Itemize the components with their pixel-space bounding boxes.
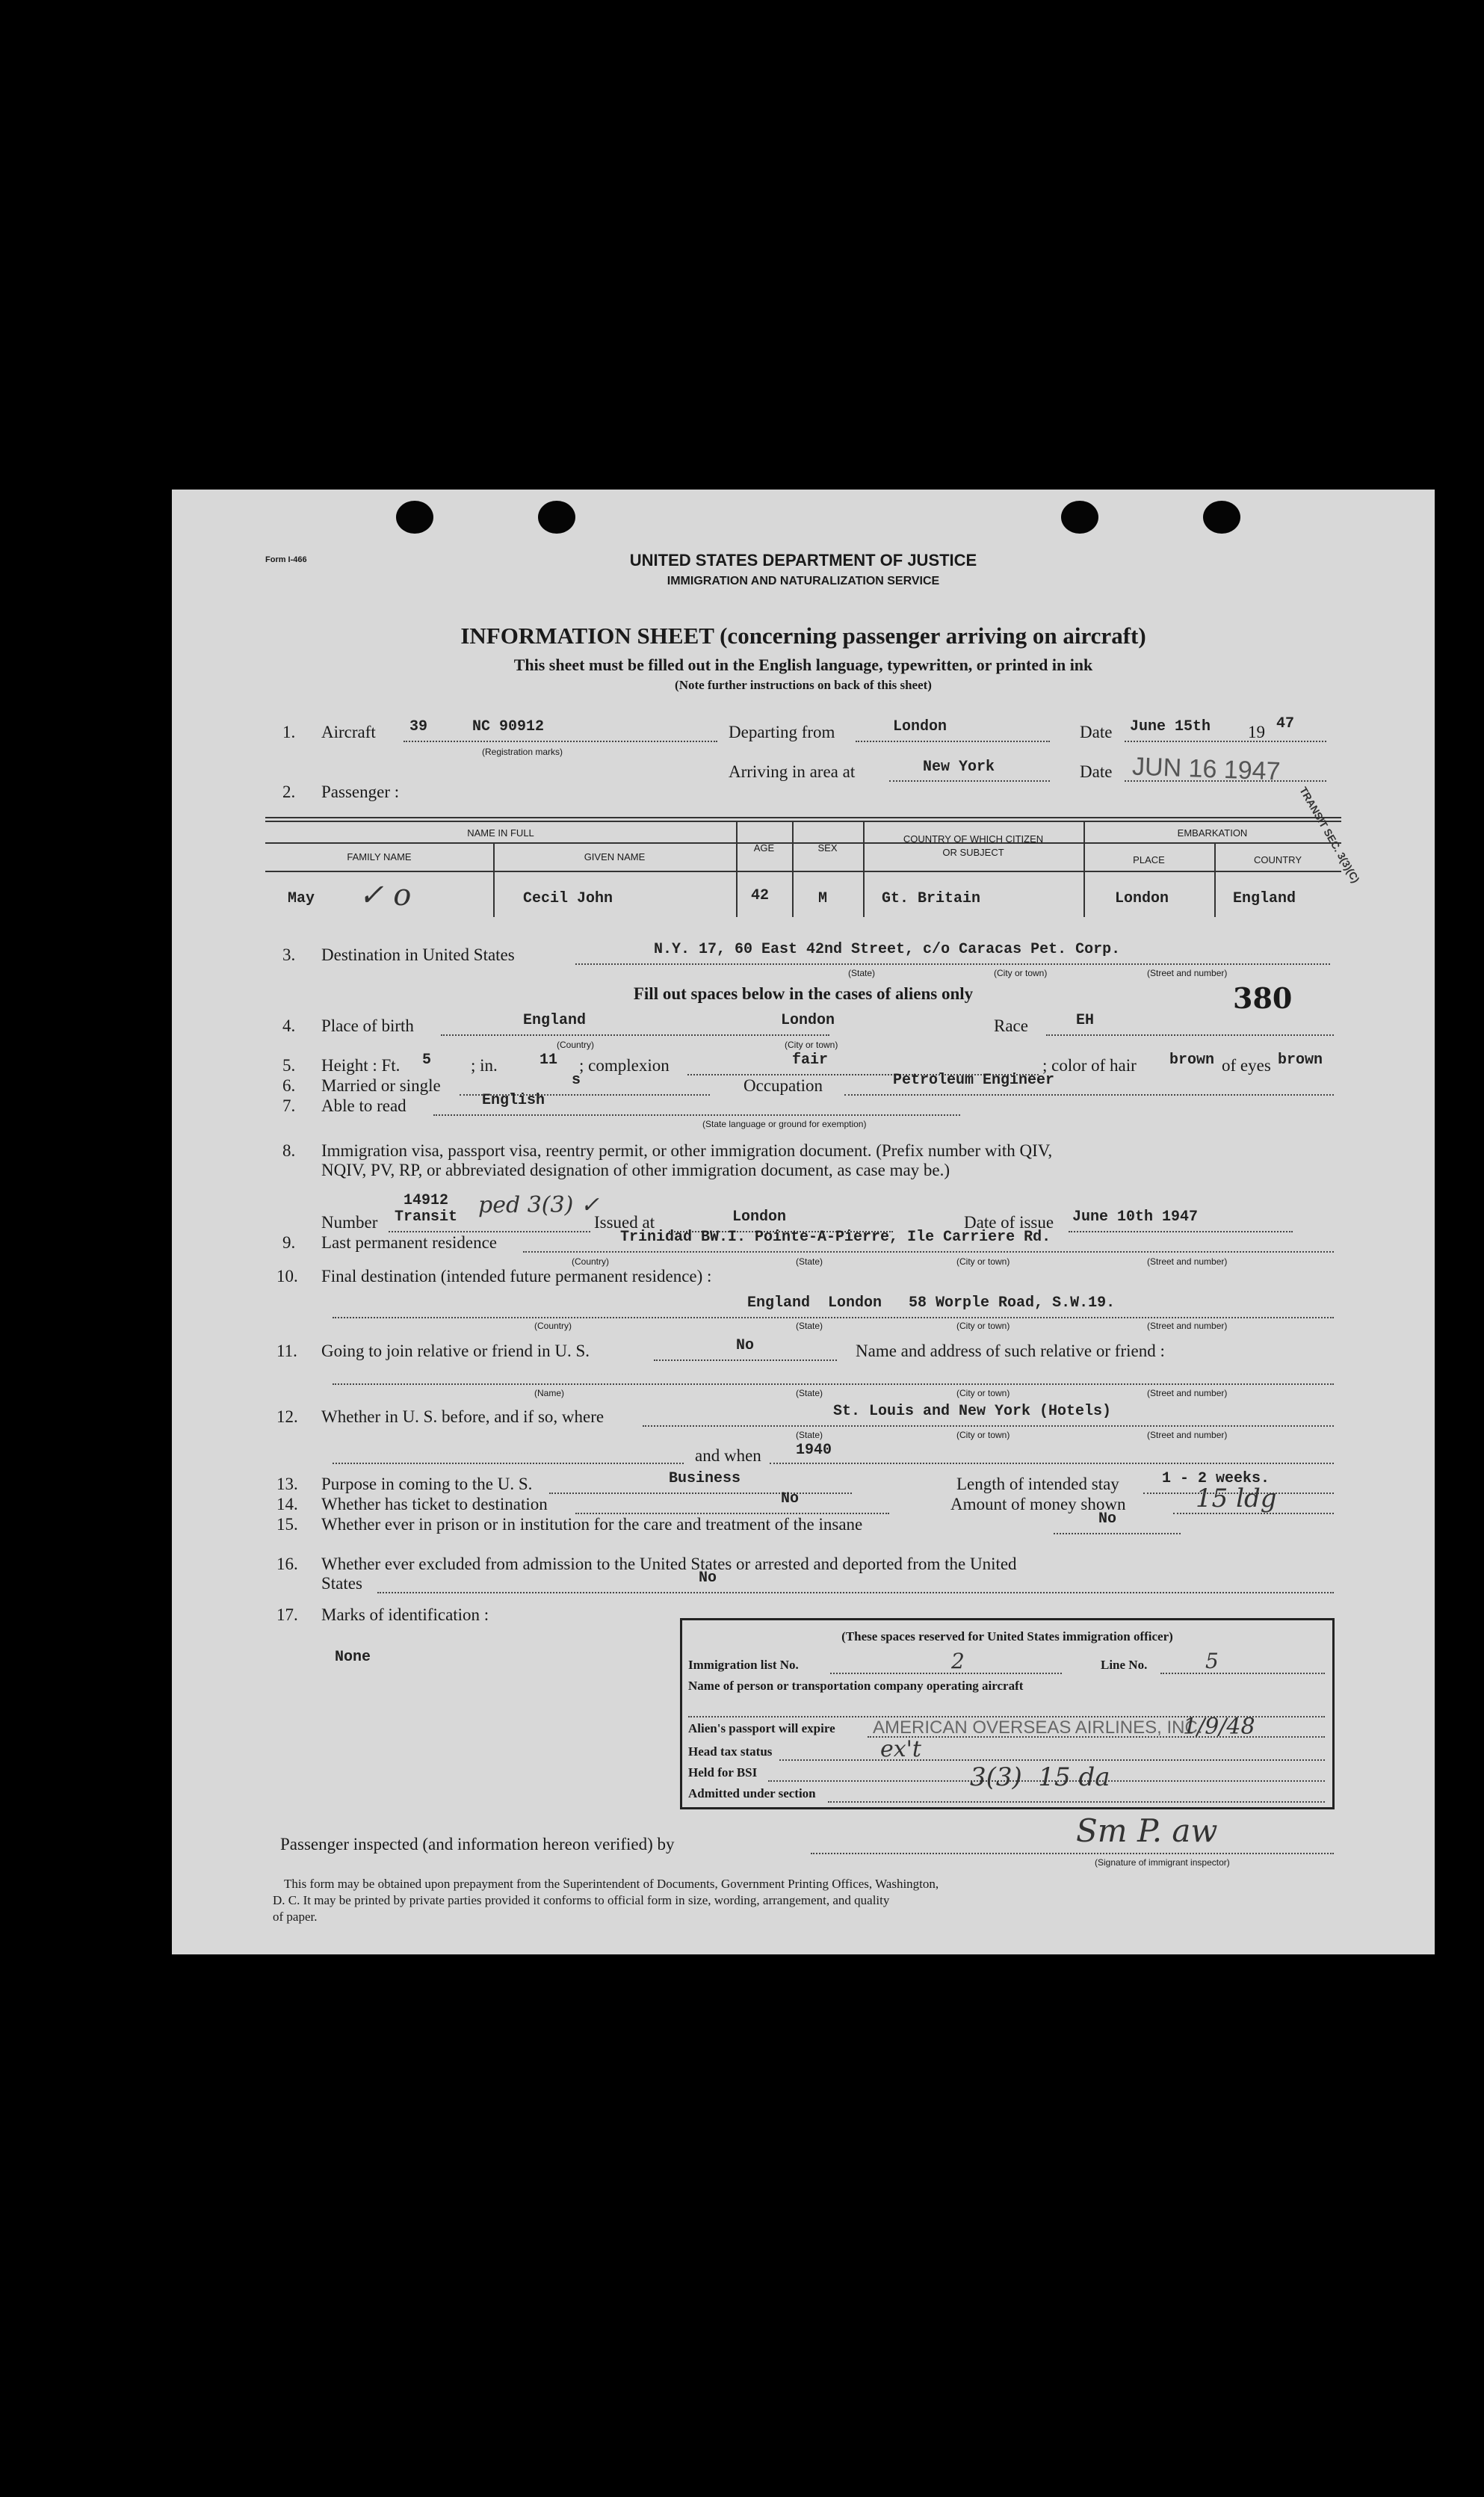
number-label: Number xyxy=(321,1213,378,1232)
arriving-value[interactable]: New York xyxy=(923,759,995,776)
form-sheet xyxy=(172,490,1435,1954)
sex-value[interactable]: M xyxy=(818,890,828,907)
race-value[interactable]: EH xyxy=(1076,1012,1095,1029)
issued-value[interactable]: London xyxy=(732,1209,787,1226)
bsi-label: Held for BSI xyxy=(688,1765,758,1780)
item-number: 14. xyxy=(276,1495,298,1513)
excluded-value[interactable]: No xyxy=(699,1570,717,1587)
height-in-value[interactable]: 11 xyxy=(540,1052,558,1069)
marks-value[interactable]: None xyxy=(335,1649,371,1666)
when-value[interactable]: 1940 xyxy=(796,1442,832,1459)
item-number: 9. xyxy=(282,1233,296,1252)
col-place: PLACE xyxy=(1133,854,1165,865)
tax-value[interactable]: ex't xyxy=(880,1736,921,1762)
complexion-value[interactable]: fair xyxy=(792,1052,829,1069)
col-given-name: GIVEN NAME xyxy=(584,851,646,862)
residence-label: Last permanent residence xyxy=(321,1233,497,1252)
occupation-value[interactable]: Petroleum Engineer xyxy=(893,1072,1055,1089)
excluded-label-2: States xyxy=(321,1574,362,1593)
col-citizen-1: COUNTRY OF WHICH CITIZEN xyxy=(903,833,1044,845)
item-number: 16. xyxy=(276,1555,298,1573)
final-destination-value[interactable]: England London 58 Worple Road, S.W.19. xyxy=(747,1294,1116,1312)
hand-annotation: ped 3(3) ✓ xyxy=(478,1192,599,1218)
instruction-line: This sheet must be filled out in the English language, typewritten, or printed in ink xyxy=(513,655,1093,674)
join-label: Going to join relative or friend in U. S. xyxy=(321,1342,590,1360)
item-number: 12. xyxy=(276,1407,298,1426)
officer-box-title: (These spaces reserved for United States immigration officer) xyxy=(841,1629,1173,1643)
hair-label: ; color of hair xyxy=(1042,1056,1137,1075)
passenger-label: Passenger : xyxy=(321,783,400,801)
depart-date[interactable]: June 15th xyxy=(1130,718,1211,735)
caption-city: (City or town) xyxy=(994,968,1048,978)
marks-label: Marks of identification : xyxy=(321,1605,489,1624)
signature-caption: (Signature of immigrant inspector) xyxy=(1095,1857,1230,1868)
item-number: 15. xyxy=(276,1515,298,1534)
money-label: Amount of money shown xyxy=(950,1495,1126,1513)
occupation-label: Occupation xyxy=(743,1076,823,1095)
inspected-label: Passenger inspected (and information hereon verified) by xyxy=(280,1835,675,1854)
item-number: 17. xyxy=(276,1605,298,1624)
height-label: Height : Ft. xyxy=(321,1056,401,1075)
embark-place-value[interactable]: London xyxy=(1115,890,1169,907)
age-value[interactable]: 42 xyxy=(751,887,770,904)
read-caption: (State language or ground for exemption) xyxy=(702,1119,867,1129)
height-ft-value[interactable]: 5 xyxy=(422,1052,432,1069)
eyes-label: of eyes xyxy=(1222,1056,1271,1075)
read-value[interactable]: English xyxy=(482,1092,545,1109)
item-number: 8. xyxy=(282,1141,296,1160)
caption-street: (Street and number) xyxy=(1147,1430,1228,1440)
admitted-value[interactable]: 3(3) 15 da xyxy=(970,1762,1110,1792)
item-number: 1. xyxy=(282,723,296,741)
col-country: COUNTRY xyxy=(1253,854,1302,865)
before-value[interactable]: St. Louis and New York (Hotels) xyxy=(833,1403,1112,1420)
issue-date-label: Date of issue xyxy=(964,1213,1054,1232)
number-value[interactable]: Transit xyxy=(395,1209,458,1226)
residence-value[interactable]: Trinidad BW.I. Pointe-A-Pierre, Ile Carriere Rd. xyxy=(620,1229,1051,1246)
final-destination-label: Final destination (intended future permanent residence) : xyxy=(321,1267,712,1285)
ticket-value[interactable]: No xyxy=(781,1490,800,1507)
footer-line-2: D. C. It may be printed by private parties provided it conforms to official form in size, wording, arrangement, and quality xyxy=(273,1893,890,1907)
caption-city: (City or town) xyxy=(956,1430,1010,1440)
aliens-only-heading: Fill out spaces below in the cases of aliens only xyxy=(633,984,974,1003)
destination-value[interactable]: N.Y. 17, 60 East 42nd Street, c/o Caracas Pet. Corp. xyxy=(654,941,1121,958)
departing-label: Departing from xyxy=(729,723,835,741)
read-label: Able to read xyxy=(321,1096,406,1115)
visa-text-2: NQIV, PV, RP, or abbreviated designation of other immigration document, as case may be.) xyxy=(321,1161,950,1179)
citizen-value[interactable]: Gt. Britain xyxy=(882,890,981,907)
item-number: 4. xyxy=(282,1016,296,1035)
before-label: Whether in U. S. before, and if so, where xyxy=(321,1407,605,1426)
family-name-value[interactable]: May xyxy=(288,890,315,907)
married-value[interactable]: s xyxy=(572,1072,581,1089)
punch-hole xyxy=(1203,501,1240,534)
excluded-label-1: Whether ever excluded from admission to the United States or arrested and deported from the United xyxy=(321,1555,1017,1573)
caption-city: (City or town) xyxy=(785,1040,838,1050)
prison-label: Whether ever in prison or in institution for the care and treatment of the insane xyxy=(321,1515,863,1534)
item-number: 3. xyxy=(282,945,296,964)
date-label: Date xyxy=(1080,723,1113,741)
operator-label: Name of person or transportation company operating aircraft xyxy=(688,1679,1024,1693)
col-family-name: FAMILY NAME xyxy=(347,851,412,862)
line-label: Line No. xyxy=(1101,1658,1148,1672)
number-hand: 14912 xyxy=(404,1192,449,1209)
when-label: and when xyxy=(695,1446,761,1465)
date-label-2: Date xyxy=(1080,762,1113,781)
caption-city: (City or town) xyxy=(956,1321,1010,1331)
race-label: Race xyxy=(994,1016,1028,1035)
purpose-label: Purpose in coming to the U. S. xyxy=(321,1475,533,1493)
ticket-label: Whether has ticket to destination xyxy=(321,1495,548,1513)
complexion-label: ; complexion xyxy=(579,1056,670,1075)
caption-state: (State) xyxy=(796,1430,823,1440)
admitted-label: Admitted under section xyxy=(688,1786,816,1800)
footer-line-3: of paper. xyxy=(273,1910,318,1924)
stay-value[interactable]: 1 - 2 weeks. xyxy=(1162,1470,1270,1487)
caption-street: (Street and number) xyxy=(1147,968,1228,978)
purpose-value[interactable]: Business xyxy=(669,1470,741,1487)
caption-country: (Country) xyxy=(534,1321,572,1331)
year-prefix: 19 xyxy=(1248,723,1265,741)
passport-date[interactable]: 1/9/48 xyxy=(1183,1714,1255,1740)
form-number: Form I-466 xyxy=(265,555,307,564)
caption-country: (Country) xyxy=(557,1040,595,1050)
caption-street: (Street and number) xyxy=(1147,1388,1228,1398)
join-value[interactable]: No xyxy=(736,1337,755,1354)
airline-stamp: AMERICAN OVERSEAS AIRLINES, INC. xyxy=(873,1717,1203,1738)
issue-date-value[interactable]: June 10th 1947 xyxy=(1072,1209,1199,1226)
col-age: AGE xyxy=(753,842,775,854)
item-number: 6. xyxy=(282,1076,296,1095)
caption-country: (Country) xyxy=(572,1256,610,1267)
given-name-value[interactable]: Cecil John xyxy=(523,890,613,907)
item-number: 7. xyxy=(282,1096,296,1115)
caption-state: (State) xyxy=(796,1321,823,1331)
item-number: 11. xyxy=(276,1342,297,1360)
stay-label: Length of intended stay xyxy=(956,1475,1119,1493)
arrival-date-stamp: JUN 16 1947 xyxy=(1131,752,1282,786)
caption-state: (State) xyxy=(796,1256,823,1267)
height-in-label: ; in. xyxy=(471,1056,498,1075)
join-name-label: Name and address of such relative or friend : xyxy=(856,1342,1165,1360)
birth-city[interactable]: London xyxy=(781,1012,835,1029)
punch-hole xyxy=(538,501,575,534)
list-value[interactable]: 2 xyxy=(951,1649,965,1673)
officer-box xyxy=(680,1618,1335,1809)
prison-value[interactable]: No xyxy=(1098,1510,1117,1528)
caption-city: (City or town) xyxy=(956,1256,1010,1267)
service-title: IMMIGRATION AND NATURALIZATION SERVICE xyxy=(667,575,940,587)
note-line: (Note further instructions on back of this sheet) xyxy=(675,678,932,692)
item-number: 13. xyxy=(276,1475,298,1493)
caption-city: (City or town) xyxy=(956,1388,1010,1398)
aircraft-label: Aircraft xyxy=(321,723,376,741)
birth-label: Place of birth xyxy=(321,1016,414,1035)
inspector-signature: Sm P. aw xyxy=(1076,1812,1218,1849)
footer-line-1: This form may be obtained upon prepayment from the Superintendent of Documents, Government Printing Offices, Washington, xyxy=(284,1877,939,1891)
hand-number: 380 xyxy=(1233,981,1293,1015)
col-sex: SEX xyxy=(817,842,838,854)
issued-label: Issued at xyxy=(594,1213,655,1232)
page-title: INFORMATION SHEET (concerning passenger arriving on aircraft) xyxy=(460,623,1146,649)
punch-hole xyxy=(1061,501,1098,534)
tax-label: Head tax status xyxy=(688,1744,773,1759)
birth-country[interactable]: England xyxy=(523,1012,587,1029)
line-value[interactable]: 5 xyxy=(1205,1649,1219,1673)
caption-street: (Street and number) xyxy=(1147,1321,1228,1331)
married-label: Married or single xyxy=(321,1076,441,1095)
punch-hole xyxy=(396,501,433,534)
hair-value[interactable]: brown xyxy=(1169,1052,1215,1069)
aircraft-value[interactable]: 39 NC 90912 xyxy=(409,718,545,735)
aircraft-caption: (Registration marks) xyxy=(482,747,563,757)
transit-stamp: TRANSIT SEC. 3(3)(C) xyxy=(1297,785,1362,885)
caption-name: (Name) xyxy=(534,1388,565,1398)
destination-label: Destination in United States xyxy=(321,945,515,964)
depart-year[interactable]: 47 xyxy=(1276,715,1295,732)
item-number: 2. xyxy=(282,783,296,801)
embark-country-value[interactable]: England xyxy=(1233,890,1296,907)
departing-value[interactable]: London xyxy=(893,718,947,735)
item-number: 5. xyxy=(282,1056,296,1075)
eyes-value[interactable]: brown xyxy=(1278,1052,1323,1069)
arriving-label: Arriving in area at xyxy=(729,762,856,781)
caption-street: (Street and number) xyxy=(1147,1256,1228,1267)
name-group-header: NAME IN FULL xyxy=(467,827,534,839)
money-value[interactable]: 15 ldg xyxy=(1196,1484,1277,1513)
caption-state: (State) xyxy=(796,1388,823,1398)
caption-state: (State) xyxy=(848,968,876,978)
department-title: UNITED STATES DEPARTMENT OF JUSTICE xyxy=(629,551,977,570)
col-citizen-2: OR SUBJECT xyxy=(942,847,1004,858)
list-label: Immigration list No. xyxy=(688,1658,799,1672)
passport-label: Alien's passport will expire xyxy=(688,1721,835,1735)
visa-text-1: Immigration visa, passport visa, reentry permit, or other immigration document. (Prefix number with QIV, xyxy=(321,1141,1053,1160)
item-number: 10. xyxy=(276,1267,298,1285)
hand-check-mark: ✓ o xyxy=(359,878,412,913)
embarkation-header: EMBARKATION xyxy=(1177,827,1248,839)
